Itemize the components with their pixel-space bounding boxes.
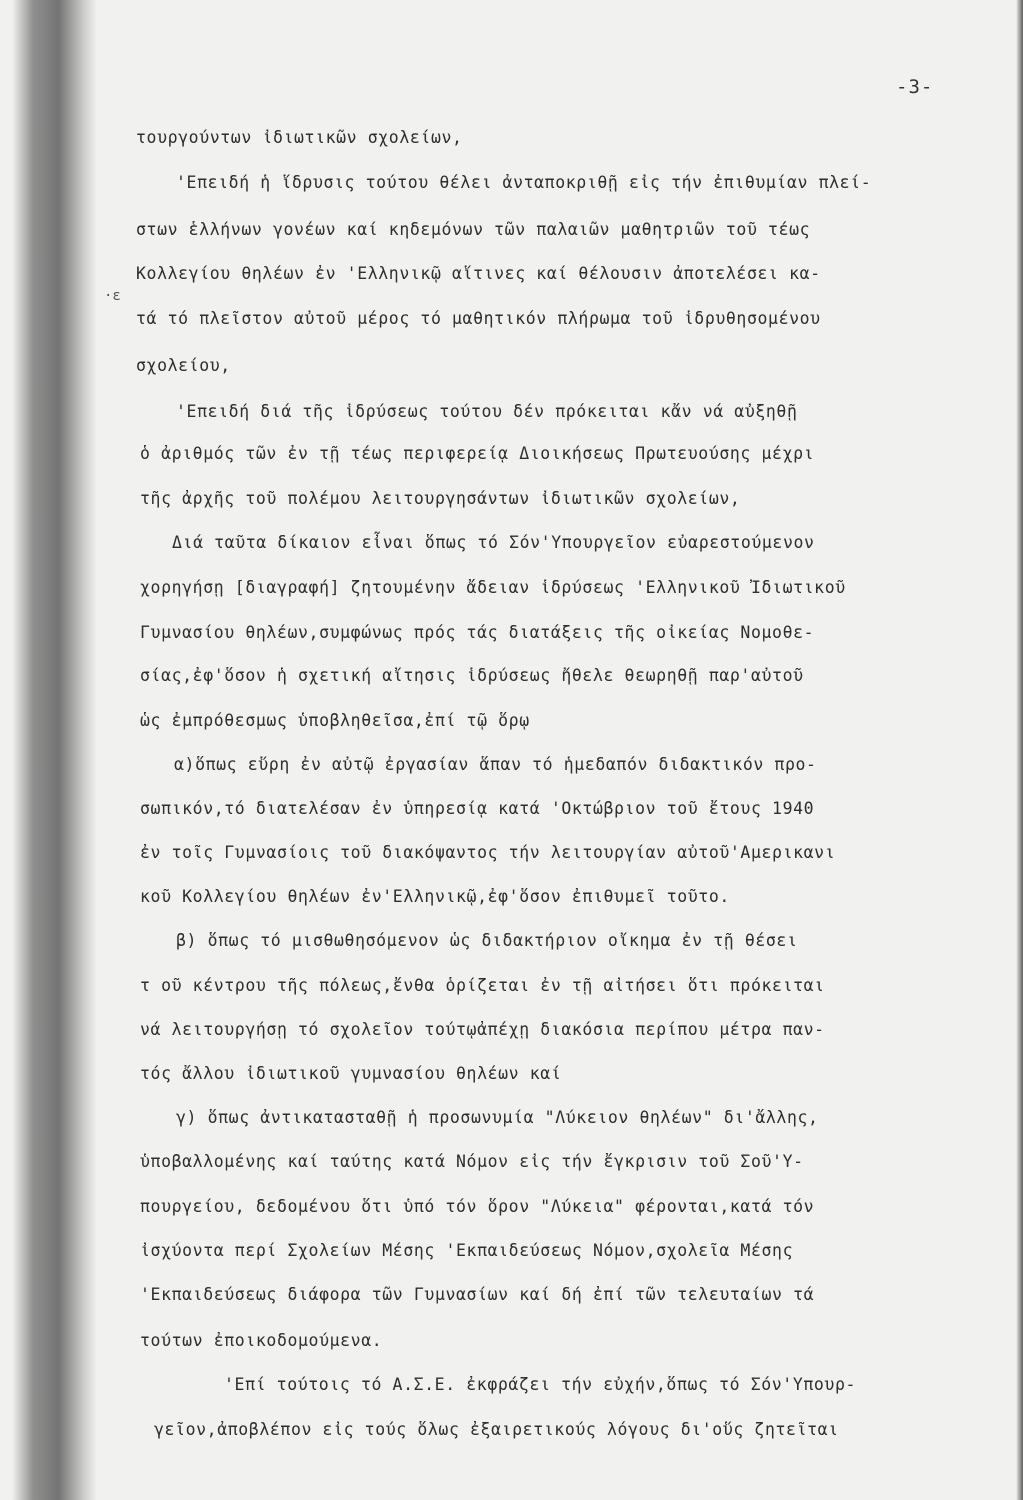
text-line: α)ὅπως εὕρη ἐν αὐτῷ ἐργασίαν ἅπαν τό ἡμεδαπόν διδακτικόν προ-	[174, 755, 817, 774]
text-line: τουργούντων ἰδιωτικῶν σχολείων,	[136, 128, 463, 147]
scan-right-edge	[1016, 0, 1023, 1500]
text-line: τός ἄλλου ἰδιωτικοῦ γυμνασίου θηλέων καί	[140, 1064, 562, 1083]
text-line: ὁ ἀριθμός τῶν ἐν τῇ τέως περιφερείᾳ Διοικήσεως Πρωτευούσης μέχρι	[140, 444, 815, 463]
text-line: β) ὅπως τό μισθωθησόμενον ὡς διδακτήριον οἴκημα ἐν τῇ θέσει	[176, 931, 798, 950]
text-line: 'Εκπαιδεύσεως διάφορα τῶν Γυμνασίων καί δή ἐπί τῶν τελευταίων τά	[140, 1285, 815, 1304]
text-line: στων ἑλλήνων γονέων καί κηδεμόνων τῶν παλαιῶν μαθητριῶν τοῦ τέως	[136, 220, 811, 239]
scan-binding-shadow	[12, 0, 97, 1500]
text-line: Γυμνασίου θηλέων,συμφώνως πρός τάς διατάξεις τῆς οἰκείας Νομοθε-	[140, 623, 815, 642]
text-line: γ) ὅπως ἀντικατασταθῇ ἡ προσωνυμία "Λύκειον θηλέων" δι'ἄλλης,	[176, 1108, 819, 1127]
text-line: χορηγήσῃ [διαγραφή] ζητουμένην ἄδειαν ἱδρύσεως 'Ελληνικοῦ Ἰδιωτικοῦ	[140, 578, 846, 597]
text-line: πουργείου, δεδομένου ὅτι ὑπό τόν ὅρον "Λύκεια" φέρονται,κατά τόν	[140, 1197, 815, 1216]
text-line: Διά ταῦτα δίκαιον εἶναι ὅπως τό Σόν'Υπουργεῖον εὐαρεστούμενον	[172, 533, 815, 552]
text-line: 'Επί τούτοις τό Α.Σ.Ε. ἐκφράζει τήν εὐχήν,ὅπως τό Σόν'Υπουρ-	[224, 1375, 857, 1394]
text-line: ὡς ἐμπρόθεσμως ὑποβληθεῖσα,ἐπί τῷ ὅρῳ	[140, 711, 530, 730]
text-line: σίας,ἐφ'ὅσον ἡ σχετική αἴτησις ἱδρύσεως ἤθελε θεωρηθῇ παρ'αὐτοῦ	[140, 666, 804, 685]
text-line: σωπικόν,τό διατελέσαν ἐν ὑπηρεσίᾳ κατά 'Οκτώβριον τοῦ ἔτους 1940	[140, 799, 815, 818]
text-line: 'Επειδή διά τῆς ἱδρύσεως τούτου δέν πρόκειται κἄν νά αὐξηθῇ	[176, 402, 798, 421]
text-line: τῆς ἀρχῆς τοῦ πολέμου λειτουργησάντων ἰδιωτικῶν σχολείων,	[140, 489, 741, 508]
text-line: τά τό πλεῖστον αὐτοῦ μέρος τό μαθητικόν πλήρωμα τοῦ ἱδρυθησομένου	[136, 309, 821, 328]
margin-mark: ·ε	[104, 288, 121, 304]
text-line: ὑποβαλλομένης καί ταύτης κατά Νόμον εἰς τήν ἔγκρισιν τοῦ Σοῦ'Υ-	[140, 1152, 804, 1171]
text-line: τούτων ἐποικοδομούμενα.	[140, 1331, 383, 1350]
text-line: Κολλεγίου θηλέων ἐν 'Ελληνικῷ αἵτινες καί θέλουσιν ἀποτελέσει κα-	[136, 264, 821, 283]
text-line: ἰσχύοντα περί Σχολείων Μέσης 'Εκπαιδεύσεως Νόμον,σχολεῖα Μέσης	[140, 1241, 794, 1260]
text-line: σχολείου,	[136, 356, 231, 375]
page-number: -3-	[896, 76, 934, 98]
text-line: ἐν τοῖς Γυμνασίοις τοῦ διακόψαντος τήν λειτουργίαν αὐτοῦ'Αμερικανι	[140, 843, 836, 862]
text-line: νά λειτουργήσῃ τό σχολεῖον τούτῳἀπέχῃ διακόσια περίπου μέτρα παν-	[140, 1020, 825, 1039]
text-line: γεῖον,ἀποβλέπον εἰς τούς ὅλως ἐξαιρετικούς λόγους δι'οὕς ζητεῖται	[154, 1420, 839, 1439]
text-line: τ οῦ κέντρου τῆς πόλεως,ἔνθα ὁρίζεται ἐν τῇ αἰτήσει ὅτι πρόκειται	[140, 976, 825, 995]
text-line: 'Επειδή ἡ ἵδρυσις τούτου θέλει ἀνταποκριθῇ εἰς τήν ἐπιθυμίαν πλεί-	[176, 173, 872, 192]
text-line: κοῦ Κολλεγίου θηλέων ἐν'Ελληνικῷ,ἐφ'ὅσον ἐπιθυμεῖ τοῦτο.	[140, 887, 730, 906]
